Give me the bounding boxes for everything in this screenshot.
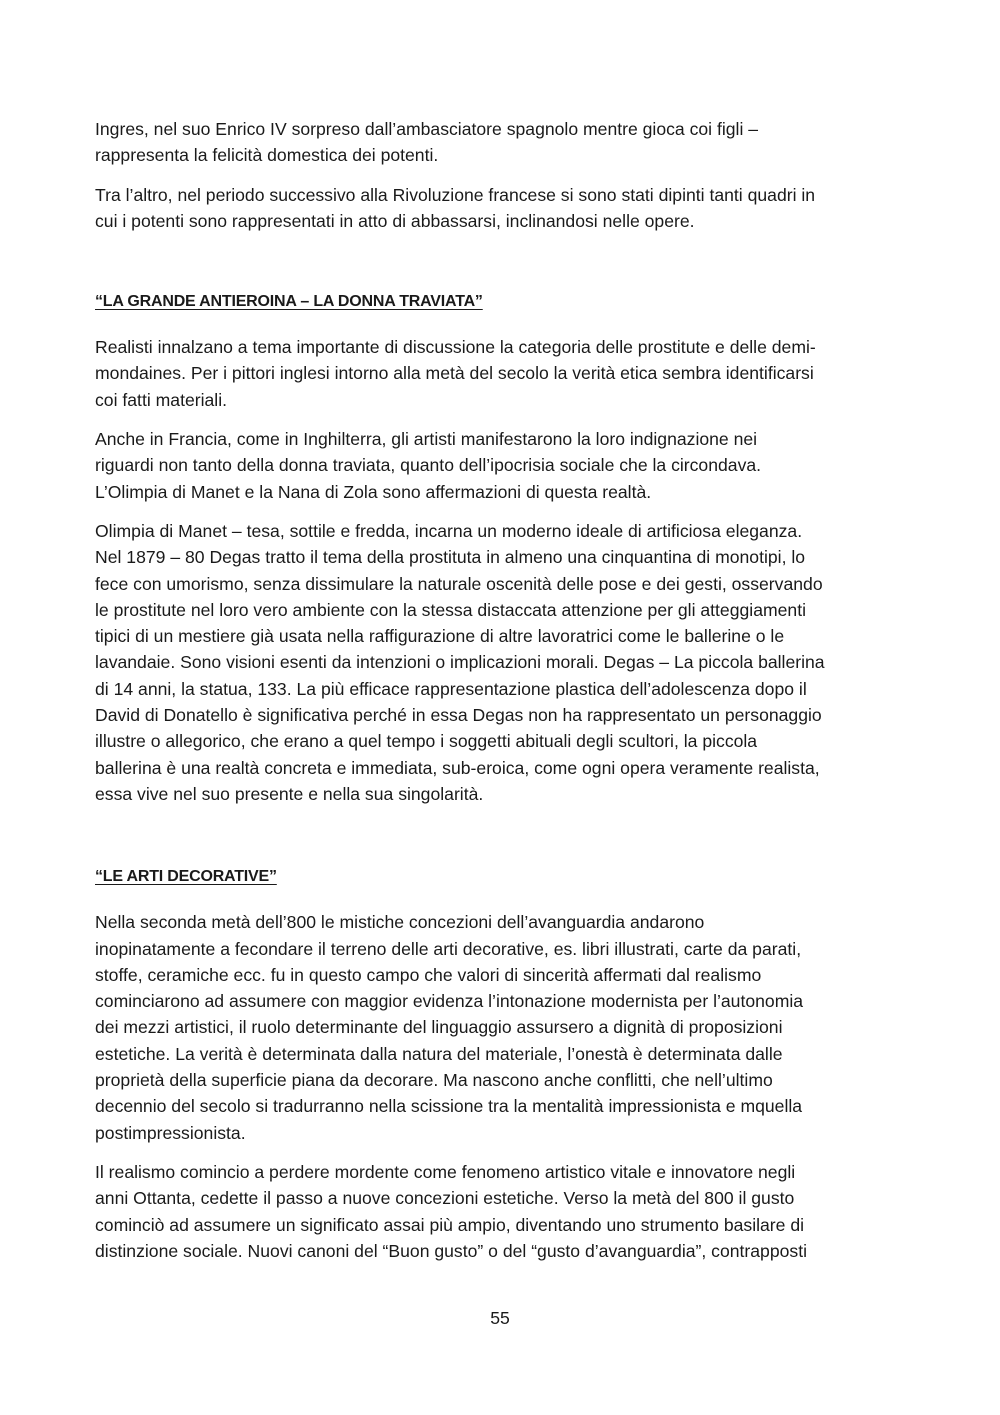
section1-paragraph-2: Anche in Francia, come in Inghilterra, gli artisti manifestarono la loro indignazione nei riguardi non tanto della donna traviata, quanto dell’ipocrisia sociale che la circondava. L’Olimpia di Manet e la Nana di Zola sono affermazioni di questa realtà. [95,429,762,502]
page-number: 55 [490,1308,510,1328]
page-body [95,116,907,1277]
intro-paragraph-2: Tra l’altro, nel periodo successivo alla Rivoluzione francese si sono stati dipinti tanti quadri in cui i potenti sono rappresentati in atto di abbassarsi, inclinandosi nelle opere. [95,184,816,231]
section-heading-antieroina: “LA GRANDE ANTIEROINA – LA DONNA TRAVIATA” [95,293,483,311]
section2-paragraph-1: Nella seconda metà dell’800 le mistiche concezioni dell’avanguardia andarono inopinatamente a fecondare il terreno delle arti decorative, es. libri illustrati, carte da parati, stoffe, ceramiche ecc. fu in questo campo che valori di sincerità affermati dal realismo cominciarono ad assumere con maggior evidenza l’intonazione modernista per l’autonomia dei mezzi artistici, il ruolo determinante del linguaggio assursero a dignità di proposizioni estetiche. La verità è determinata dalla natura del materiale, l’onestà è determinata dalle proprietà della superficie piana da decorare. Ma nascono anche conflitti, che nell’ultimo decennio del secolo si tradurranno nella scissione tra la mentalità impressionista e mquella postimpressionista. [95,912,804,1143]
section1-paragraph-1: Realisti innalzano a tema importante di discussione la categoria delle prostitute e delle demi- mondaines. Per i pittori inglesi intorno alla metà del secolo la verità etica sembra identificarsi coi fatti materiali. [95,337,816,410]
section2-paragraph-2: Il realismo comincio a perdere mordente come fenomeno artistico vitale e innovatore negli anni Ottanta, cedette il passo a nuove concezioni estetiche. Verso la metà del 800 il gusto cominciò ad assumere un significato assai più ampio, diventando uno strumento basilare di distinzione sociale. Nuovi canoni del “Buon gusto” o del “gusto d’avanguardia”, contrapposti [95,1161,807,1261]
section1-paragraph-3: Olimpia di Manet – tesa, sottile e fredda, incarna un moderno ideale di artificiosa eleganza. Nel 1879 – 80 Degas tratto il tema della prostituta in almeno una cinquantina di monotipi, lo fece con umorismo, senza dissimulare la naturale oscenità delle pose e dei gesti, osservando le prostitute nel loro vero ambiente con la stessa distaccata attenzione per gli atteggiamenti tipici di un mestiere già usata nella raffigurazione di altre lavoratrici come le ballerine o le lavandaie. Sono visioni esenti da intenzioni o implicazioni morali. Degas – La piccola ballerina di 14 anni, la statua, 133. La più efficace rappresentazione plastica dell’adolescenza dopo il David di Donatello è significativa perché in essa Degas non ha rappresentato un personaggio illustre o allegorico, che erano a quel tempo i soggetti abituali degli scultori, la piccola ballerina è una realtà concreta e immediata, sub-eroica, come ogni opera veramente realista, essa vive nel suo presente e nella sua singolarità. [95,520,825,804]
intro-paragraph-1: Ingres, nel suo Enrico IV sorpreso dall’ambasciatore spagnolo mentre gioca coi figli – rappresenta la felicità domestica dei potenti. [95,119,759,166]
section-heading-arti-decorative: “LE ARTI DECORATIVE” [95,868,277,886]
